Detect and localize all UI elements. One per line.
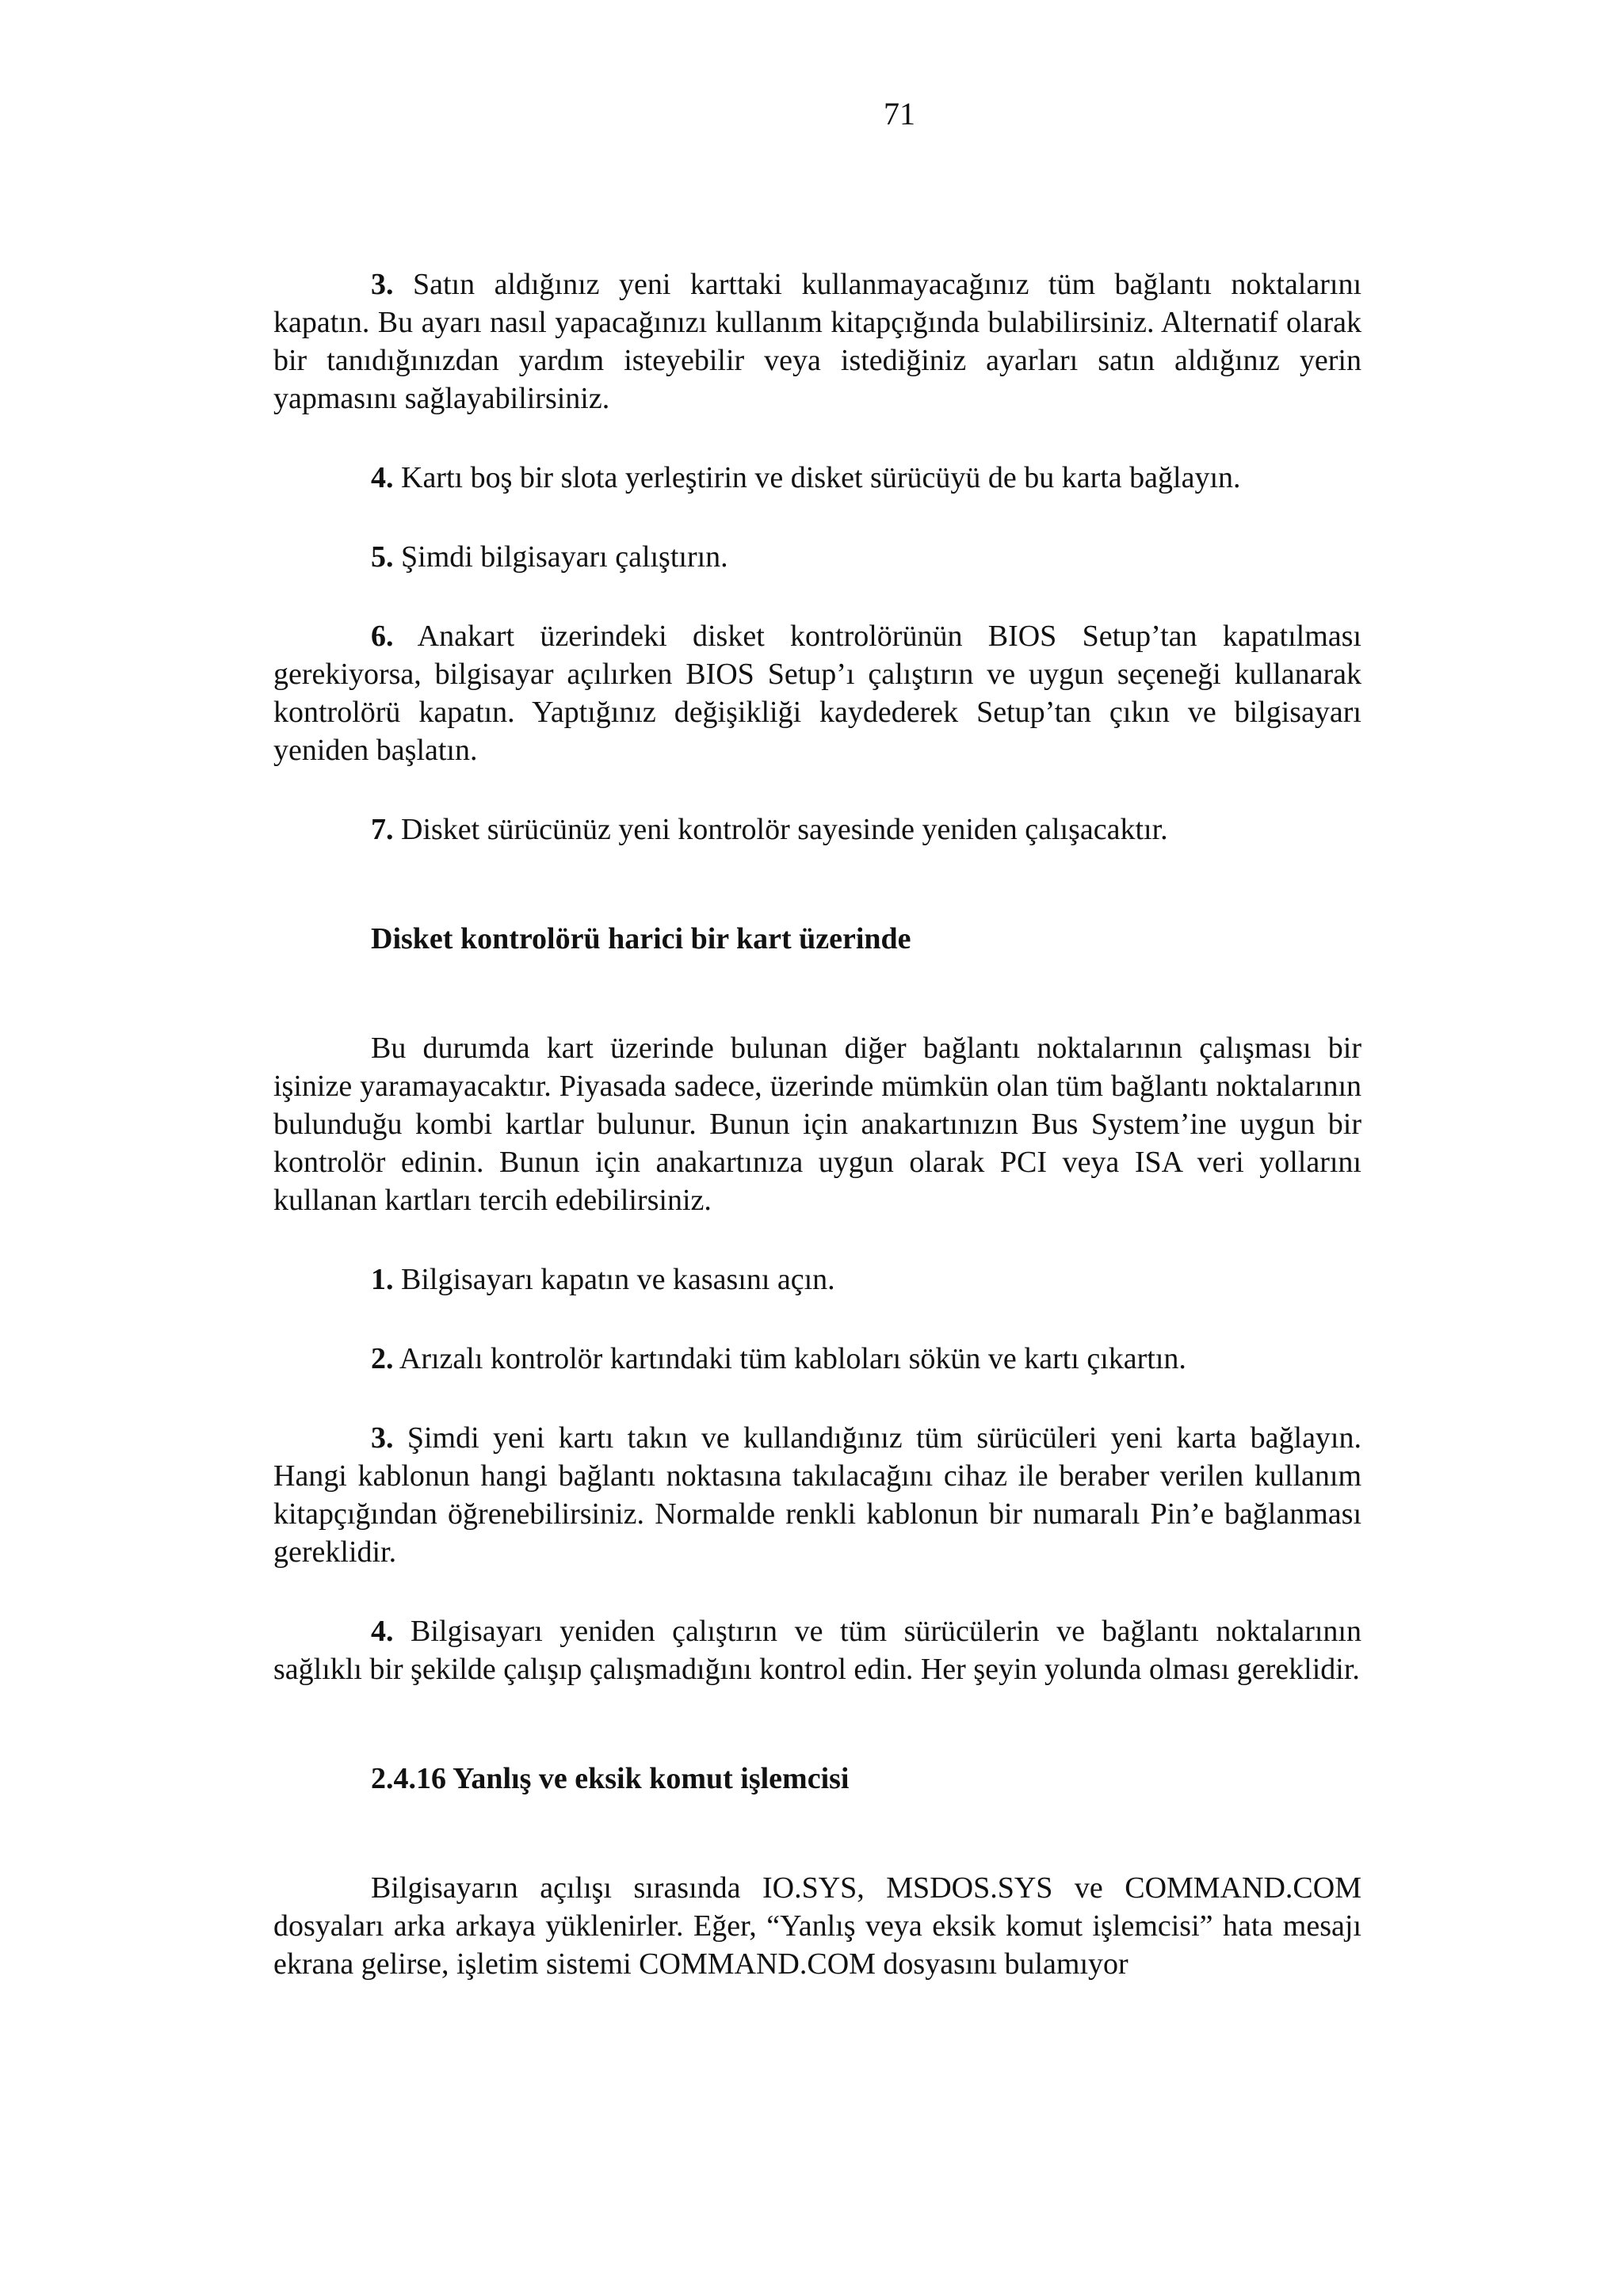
section-paragraph: Bu durumda kart üzerinde bulunan diğer bağlantı noktalarının çalışması bir işinize yaramayacaktır. Piyasada sadece, üzerinde mümkün olan tüm bağlantı noktalarının bulunduğu kombi kartlar bulunur. Bunun için anakartınızın Bus System’ine uygun bir kontrolör edinin. Bunun için anakartınıza uygun olarak PCI veya ISA veri yollarını kullanan kartları tercih edebilirsiniz. xyxy=(273,1032,1361,1217)
list-item-4 xyxy=(273,459,1361,497)
item-text: Kartı boş bir slota yerleştirin ve disket sürücüyü de bu karta bağlayın. xyxy=(393,461,1241,494)
item-number: 4. xyxy=(371,1615,394,1648)
item-number: 6. xyxy=(371,620,394,653)
item-text: Satın aldığınız yeni karttaki kullanmayacağınız tüm bağlantı noktalarını kapatın. Bu ayarı nasıl yapacağınızı kullanım kitapçığında bulabilirsiniz. Alternatif olarak bir tanıdığınızdan yardım isteyebilir veya istediğiniz ayarları satın aldığınız yerin yapmasını sağlayabilirsiniz. xyxy=(273,268,1361,415)
item-text: Bilgisayarı yeniden çalıştırın ve tüm sürücülerin ve bağlantı noktalarının sağlıklı bir şekilde çalışıp çalışmadığını kontrol edin. Her şeyin yolunda olması gereklidir. xyxy=(273,1615,1361,1686)
section-heading-2-4-16: 2.4.16 Yanlış ve eksik komut işlemcisi xyxy=(371,1762,850,1795)
list-item-2 xyxy=(273,1340,1361,1378)
item-number: 7. xyxy=(371,813,394,846)
page-body xyxy=(273,265,1361,1983)
list-item-1 xyxy=(273,1261,1361,1299)
item-text: Şimdi bilgisayarı çalıştırın. xyxy=(393,540,728,574)
item-number: 3. xyxy=(371,1421,394,1455)
item-number: 4. xyxy=(371,461,394,494)
item-number: 5. xyxy=(371,540,394,574)
item-number: 1. xyxy=(371,1263,394,1296)
item-text: Arızalı kontrolör kartındaki tüm kabloları sökün ve kartı çıkartın. xyxy=(393,1342,1186,1375)
item-number: 2. xyxy=(371,1342,394,1375)
item-text: Şimdi yeni kartı takın ve kullandığınız tüm sürücüleri yeni karta bağlayın. Hangi kablonun hangi bağlantı noktasına takılacağını cihaz ile beraber verilen kullanım kitapçığından öğrenebilirsiniz. Normalde renkli kablonun bir numaralı Pin’e bağlanması gereklidir. xyxy=(273,1421,1361,1569)
list-item-3 xyxy=(273,265,1361,418)
list-item-7 xyxy=(273,810,1361,849)
item-text: Anakart üzerindeki disket kontrolörünün BIOS Setup’tan kapatılması gerekiyorsa, bilgisayar açılırken BIOS Setup’ı çalıştırın ve uygun seçeneği kullanarak kontrolörü kapatın. Yaptığınız değişikliği kaydederek Setup’tan çıkın ve bilgisayarı yeniden başlatın. xyxy=(273,620,1361,767)
section-heading: Disket kontrolörü harici bir kart üzerinde xyxy=(371,922,911,955)
page-number: 71 xyxy=(884,96,915,132)
item-number: 3. xyxy=(371,268,394,301)
item-text: Disket sürücünüz yeni kontrolör sayesinde yeniden çalışacaktır. xyxy=(393,813,1168,846)
list-item-6 xyxy=(273,617,1361,769)
section-paragraph: Bilgisayarın açılışı sırasında IO.SYS, MSDOS.SYS ve COMMAND.COM dosyaları arka arkaya yüklenirler. Eğer, “Yanlış veya eksik komut işlemcisi” hata mesajı ekrana gelirse, işletim sistemi COMMAND.COM dosyasını bulamıyor xyxy=(273,1871,1361,1981)
item-text: Bilgisayarı kapatın ve kasasını açın. xyxy=(393,1263,835,1296)
list-item-5 xyxy=(273,538,1361,576)
list-item-4b xyxy=(273,1612,1361,1688)
list-item-3b xyxy=(273,1419,1361,1571)
